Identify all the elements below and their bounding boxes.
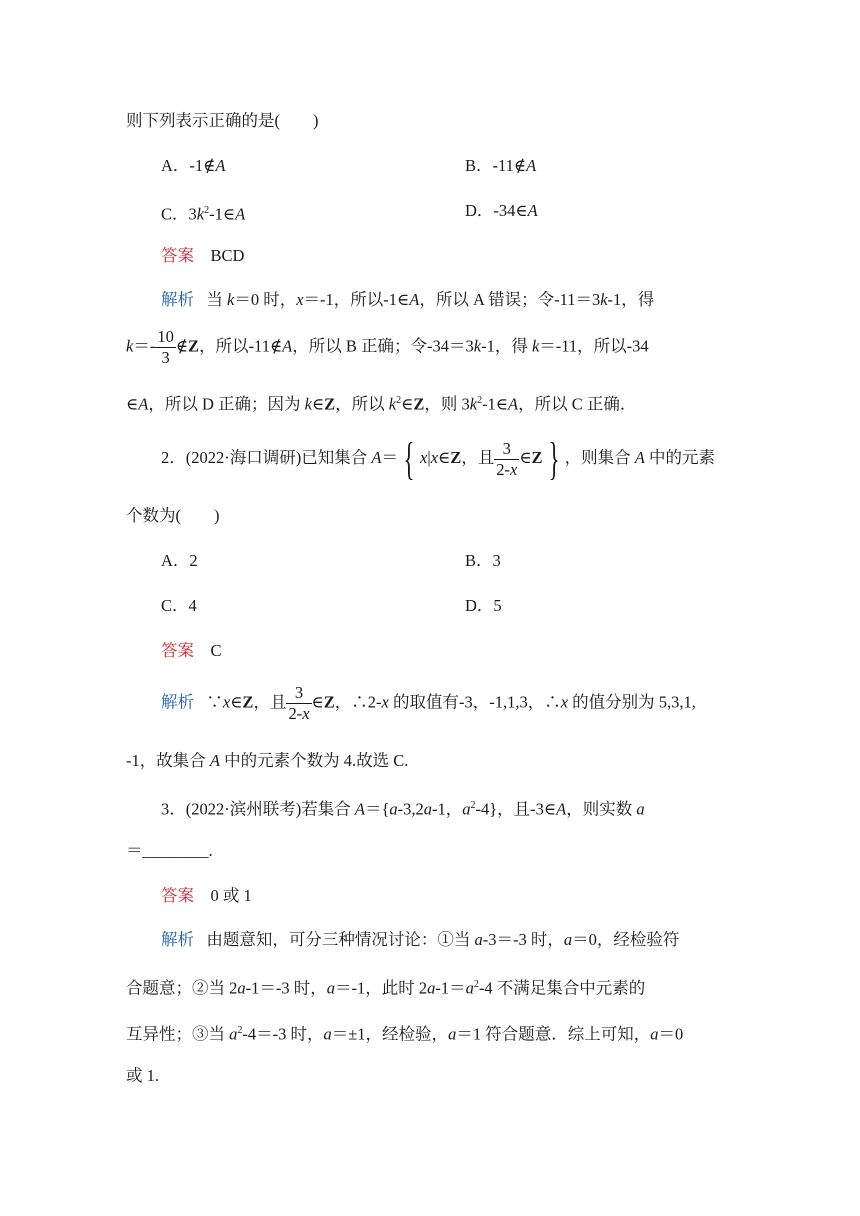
- q1-stem-tail: 则下列表示正确的是( ): [126, 111, 319, 130]
- q1-option-b: B．-11∉A: [465, 156, 537, 175]
- q2-answer: [161, 640, 222, 662]
- q2-option-d: D．5: [465, 596, 502, 615]
- q3-answer: [161, 885, 252, 907]
- answer-value: C: [210, 641, 222, 660]
- analysis-label: 解析: [161, 692, 194, 712]
- fraction: $\frac{10}{3}$: [157, 327, 174, 367]
- q2-analysis-line-1: 解析 ∵x∈Z，且 $\frac{3}{2-x}$ ∈Z，∴2-x 的取值有-3，-1,1,3，∴x 的值分别为 5,3,1,: [161, 683, 696, 723]
- q1-option-d: D．-34∈A: [465, 201, 538, 220]
- q1-analysis-line-1: 解析 当 k＝0 时，x＝-1，所以-1∈A，所以 A 错误；令-11＝3k-1，得: [161, 290, 655, 309]
- q1-option-c: C．$3k^2-1\in A$: [161, 204, 246, 224]
- q3-analysis-line-2: 合题意；②当 2a-1＝-3 时，a＝-1，此时 $2a-1=a^2-4$ 不满足集合中元素的: [126, 978, 646, 998]
- fraction: $\frac{3}{2-x}$: [288, 683, 310, 723]
- q2-option-b: B．3: [465, 551, 501, 570]
- analysis-label: 解析: [161, 290, 194, 309]
- q2-stem-line-2: 个数为( ): [126, 506, 220, 525]
- q1-analysis-line-2: k＝- $\frac{10}{3}$ ∉Z，所以-11∉A，所以 B 正确；令-34＝3k-1，得 k＝-11，所以-34: [126, 327, 649, 367]
- q2-option-c: C．4: [161, 596, 197, 615]
- q2-stem-line-1: 2．(2022·海口调研)已知集合 A＝ { x|x∈Z，且 $\frac{3}{2-x}$ ∈Z } ，则集合 A 中的元素: [161, 433, 715, 484]
- q3-stem-line-2: ＝________.: [126, 841, 213, 860]
- answer-value: 0 或 1: [210, 886, 252, 905]
- answer-label: 答案: [161, 641, 194, 660]
- q1-option-a: A．-1∉A: [161, 156, 226, 175]
- q3-analysis-line-4: 或 1.: [126, 1066, 159, 1085]
- q2-analysis-line-2: -1，故集合 A 中的元素个数为 4.故选 C.: [126, 751, 409, 770]
- fraction: $\frac{3}{2-x}$: [496, 438, 518, 479]
- q2-option-a: A．2: [161, 551, 198, 570]
- q1-analysis-line-3: ∈A，所以 D 正确；因为 k∈Z，所以 $k^2\in Z$，则 $3k^2-1\in A$，所以 C 正确．: [126, 394, 637, 414]
- q3-stem-line-1: 3．(2022·滨州联考)若集合 A＝{a-3,2a-1，$a^2-4$}，且-3∈A，则实数 a: [161, 799, 645, 819]
- answer-value: BCD: [210, 246, 245, 265]
- q3-analysis-line-1: 解析 由题意知，可分三种情况讨论：①当 a-3＝-3 时，a＝0，经检验符: [161, 930, 680, 949]
- q1-answer: [161, 245, 244, 267]
- answer-label: 答案: [161, 886, 194, 905]
- analysis-label: 解析: [161, 930, 194, 949]
- answer-label: 答案: [161, 246, 194, 265]
- q3-analysis-line-3: 互异性；③当 $a^2-4=-3$ 时，a＝±1，经检验，a＝1 符合题意．综上可知，a＝0: [126, 1024, 684, 1044]
